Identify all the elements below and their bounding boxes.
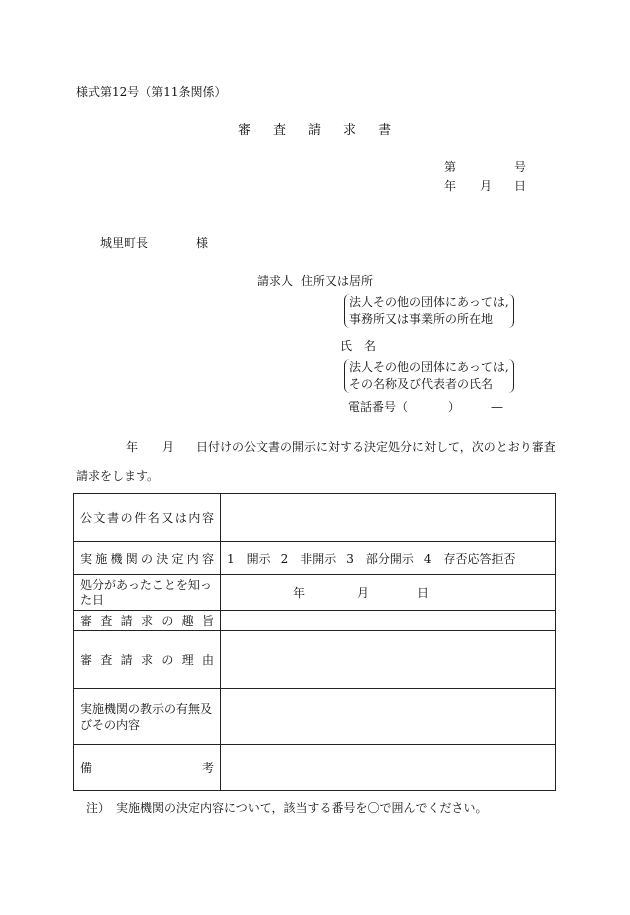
choice-item: 1 開示 xyxy=(227,551,271,566)
form-number: 様式第12号（第11条関係） xyxy=(76,85,227,99)
row-label: 処分があったことを知った日 xyxy=(74,575,221,611)
table-row xyxy=(74,494,556,542)
name-label: 氏 名 xyxy=(340,339,377,353)
title-char: 請 xyxy=(308,123,322,138)
request-table xyxy=(73,493,556,791)
row-value xyxy=(221,494,556,542)
row-value xyxy=(221,611,556,631)
table-row xyxy=(74,689,556,745)
row-label: 実施機関の教示の有無及びその内容 xyxy=(74,689,221,745)
body-text-line1: 日付けの公文書の開示に対する決定処分に対して，次のとおり審査 xyxy=(196,440,556,454)
table-row xyxy=(74,611,556,631)
name-note-line: 法人その他の団体にあっては, xyxy=(349,360,509,374)
number-dai: 第 xyxy=(444,160,457,174)
address-note-line: 法人その他の団体にあっては, xyxy=(349,295,509,309)
choice-item: 3 部分開示 xyxy=(346,551,414,566)
row-value xyxy=(221,745,556,791)
title-char: 求 xyxy=(343,123,357,138)
name-note-line: その名称及び代表者の氏名 xyxy=(349,377,494,391)
address-note-line: 事務所又は事業所の所在地 xyxy=(349,312,494,326)
body-text-line2: 請求をします。 xyxy=(76,469,160,483)
body-month: 月 xyxy=(162,440,175,454)
date-year: 年 xyxy=(444,179,457,193)
known-date-year: 年 xyxy=(293,586,306,600)
phone-close: ） xyxy=(448,400,461,414)
row-label: 審査請求の趣旨 xyxy=(74,611,221,631)
title-char: 書 xyxy=(378,123,392,138)
title-char: 審 xyxy=(238,123,252,138)
address-label: 住所又は居所 xyxy=(301,274,374,288)
remarks-char: 備 xyxy=(80,761,93,775)
known-date-day: 日 xyxy=(417,586,430,600)
table-row xyxy=(74,745,556,791)
choice-item: 4 存否応答拒否 xyxy=(423,551,516,566)
footnote: 注） 実施機関の決定内容について，該当する番号を〇で囲んでください。 xyxy=(86,801,488,815)
decision-choices xyxy=(221,542,556,575)
row-label: 公文書の件名又は内容 xyxy=(74,494,221,542)
row-value xyxy=(221,689,556,745)
date-day: 日 xyxy=(514,179,527,193)
choice-item: 2 非開示 xyxy=(280,551,337,566)
known-date-month: 月 xyxy=(357,586,370,600)
addressee-honorific: 様 xyxy=(196,236,209,250)
phone-label: 電話番号（ xyxy=(348,400,409,414)
row-value xyxy=(221,631,556,689)
table-row xyxy=(74,575,556,611)
body-year: 年 xyxy=(126,440,139,454)
name-note xyxy=(344,359,514,393)
row-label: 審査請求の理由 xyxy=(74,631,221,689)
table-row xyxy=(74,631,556,689)
row-label xyxy=(74,745,221,791)
address-note xyxy=(344,294,514,328)
title-char: 査 xyxy=(273,123,287,138)
row-label: 実施機関の決定内容 xyxy=(74,542,221,575)
page-title xyxy=(238,124,391,137)
date-month: 月 xyxy=(480,179,493,193)
known-date xyxy=(221,575,556,611)
number-gou: 号 xyxy=(514,160,527,174)
requester-label: 請求人 xyxy=(257,274,294,288)
table-row xyxy=(74,542,556,575)
phone-dash: — xyxy=(491,400,503,414)
remarks-char: 考 xyxy=(201,761,214,775)
addressee-name: 城里町長 xyxy=(100,236,149,250)
